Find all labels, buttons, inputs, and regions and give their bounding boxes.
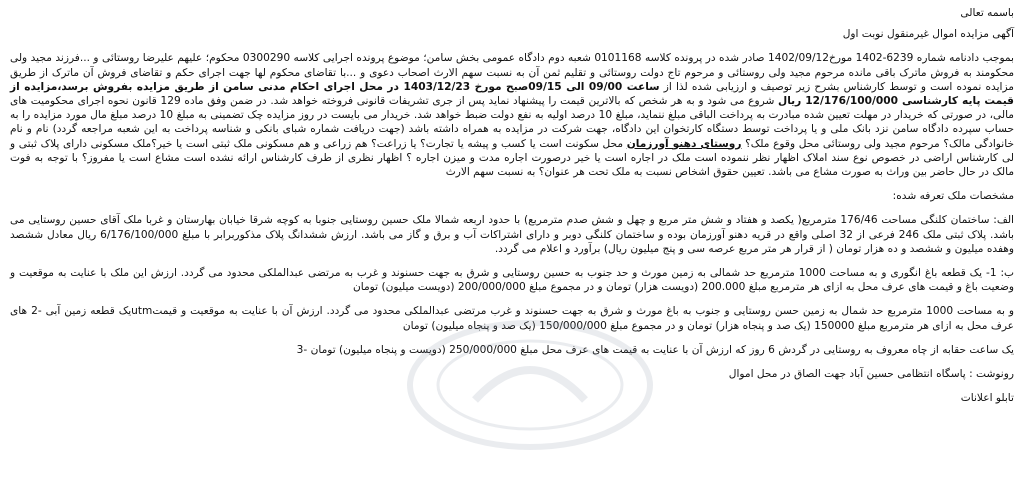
signature-line: تابلو اعلانات — [960, 392, 1014, 405]
spec-item-b1: ب: 1- یک قطعه باغ انگوری و به مساحت 1000 مترمربع حد شمالی به زمین مورث و حد جنوب به حسین روستایی و شرق به جهت حسنوند و غرب به مرتضی عبدالملکی محدود می گردد. ارزش این ملک با عنایت به موقعیت و وضعیت باغ و قیمت های عرف محل به ازای هر مترمربع مبلغ 200.000 (دویست هزار) تومان و در مجموع مبلغ 200/000/000 (دویست میلیون) تومان — [10, 267, 1014, 294]
spec-item-a: الف: ساختمان کلنگی مساحت 176/46 مترمربع( یکصد و هفتاد و شش متر مربع و چهل و شش صدم مترمربع) با حدود اربعه شمالا ملک حسین روستایی جنوبا به کوچه شرقا خیابان بهارستان و غربا ملک آقای حسین روستایی می باشد. پلاک ثبتی ملک 246 فرعی از 32 اصلی واقع در قریه دهنو آورزمان بوده و ساختمان کلنگی دوبر و دارای اشتراکات آب و برق و گاز می باشد. ارزش ششدانگ پلاک مذکوربرابر با مبلغ 6/176/100/000 ریال معادل ششصد وهفده میلیون و ششصد و ده هزار تومان ( از قرار هر متر مربع عرصه سی و پنج میلیون ریال) برآورد و اعلام می گردد. — [10, 214, 1015, 255]
spec-item-b2: و به مساحت 1000 مترمربع حد شمال به زمین حسن روستایی و جنوب به باغ مورث و شرق به جهت حسنوند و غرب مرتضی عبدالملکی محدود می گردد. ارزش آن با عنایت به موقعیت و قیمتutmیک قطعه زمین آبی -2 های عرف محل به ازای هر مترمربع مبلغ 150000 (یک صد و پنجاه هزار) تومان و در مجموع مبلغ 150/000/000 (یک صد و پنجاه میلیون) تومان — [10, 305, 1014, 332]
main-paragraph — [10, 51, 1014, 179]
auction-time-and-base-price: ساعت 09/00 الی 09/15صبح مورخ 1403/12/23 در محل اجرای احکام مدنی سامن از طریق مزایده بفروش برسد،مزایده از قیمت پایه کارشناسی 12/176/100/000 ریال — [10, 80, 1014, 108]
specs-heading: مشخصات ملک تعرفه شده: — [892, 190, 1014, 203]
property-location: روستای دهنو آورزمان — [626, 137, 742, 150]
main-paragraph-end: محل سکونت است یا کسب و پیشه یا تجارت؟ یا زراعت؟ هم زراعی و هم مسکونی ملک ثبتی است یا خیر؟ملک مسکونی دارای پلاک ثبتی و لی کارشناس اراضی در خصوص نوع سند املاک اظهار نظر ننموده است ملک در اجاره است یا خیر درصورت اجاره مدت و میزن اجاره ؟ اظهار نظری از طرف کارشناس ارائه نشده است مشاع است یا مفروز؟ با توجه به فوت مالک در حال حاضر بین وراث به صورت مشاع می باشد. تعیین حقوق اشخاص نسبت به ملک تحت هر عنوان؟ به نسبت سهم الارث — [10, 137, 1014, 179]
basmala-heading: باسمه تعالی — [960, 7, 1014, 19]
spec-item-b3: یک ساعت حقابه از چاه معروف به روستایی در گردش 6 روز که ارزش آن با عنایت به قیمت های عرف محل مبلغ 250/000/000 (دویست و پنجاه میلیون) تومان -3 — [296, 343, 1014, 356]
main-paragraph-intro: بموجب دادنامه شماره 6239-1402 مورخ1402/09/12 صادر شده در پرونده کلاسه 0101168 شعبه دوم دادگاه عمومی بخش سامن؛ موضوع پرونده اجرایی کلاسه 0300290 محکوم؛ علیهم علیرضا روستائی و ...فرزند مجید ولی محکومند به فروش ماترک باقی مانده مرحوم مجید ولی روستائی و مرحوم تاج دولت روستائی و تقلیم ثمن آن به نسبت سهم الارث اصحاب دعوی و ...با تقاضای محکوم لها جهت اجرای حکم و تقاضای فروش آن ماترک از طریق مزایده نموده است و توسط کارشناس بشرح زیر توصیف و ارزیابی شده لذا از — [10, 52, 1015, 93]
main-paragraph-continued: شروع می شود و به هر شخص که بالاترین قیمت را پیشنهاد نماید پس از جری تشریفات قانونی فروخته خواهد شد. در ضمن وفق ماده 129 قانون نحوه اجرای محکومیت های مالی، در صورتی که خریدار در مهلت تعیین شده مبادرت به پرداخت الباقی مبلغ ننماید، مبلغ 10 درصد اولیه به نفع دولت ضبط خواهد شد. خریدار می بایست در روز مزایده چک تضمینی به مبلغ 10 درصد مبلغ مال مورد مزایده را به حساب سپرده دادگاه سامن نزد بانک ملی و یا پرداخت توسط دستگاه کارتخوان این دادگاه، جهت شرکت در مزایده به همراه داشته باشد (جهت دریافت شماره شبای بانکی و شناسه پرداخت به این شعبه مراجعه گردد) نام و نام خانوادگی مالک؟ مرحوم مجید ولی روستائی محل وقوع ملک؟ — [10, 95, 1014, 150]
notice-title: آگهی مزایده اموال غیرمنقول نوبت اول — [842, 28, 1014, 41]
copy-recipient: رونوشت : پاسگاه انتظامی حسین آباد جهت الصاق در محل اموال — [728, 368, 1014, 381]
